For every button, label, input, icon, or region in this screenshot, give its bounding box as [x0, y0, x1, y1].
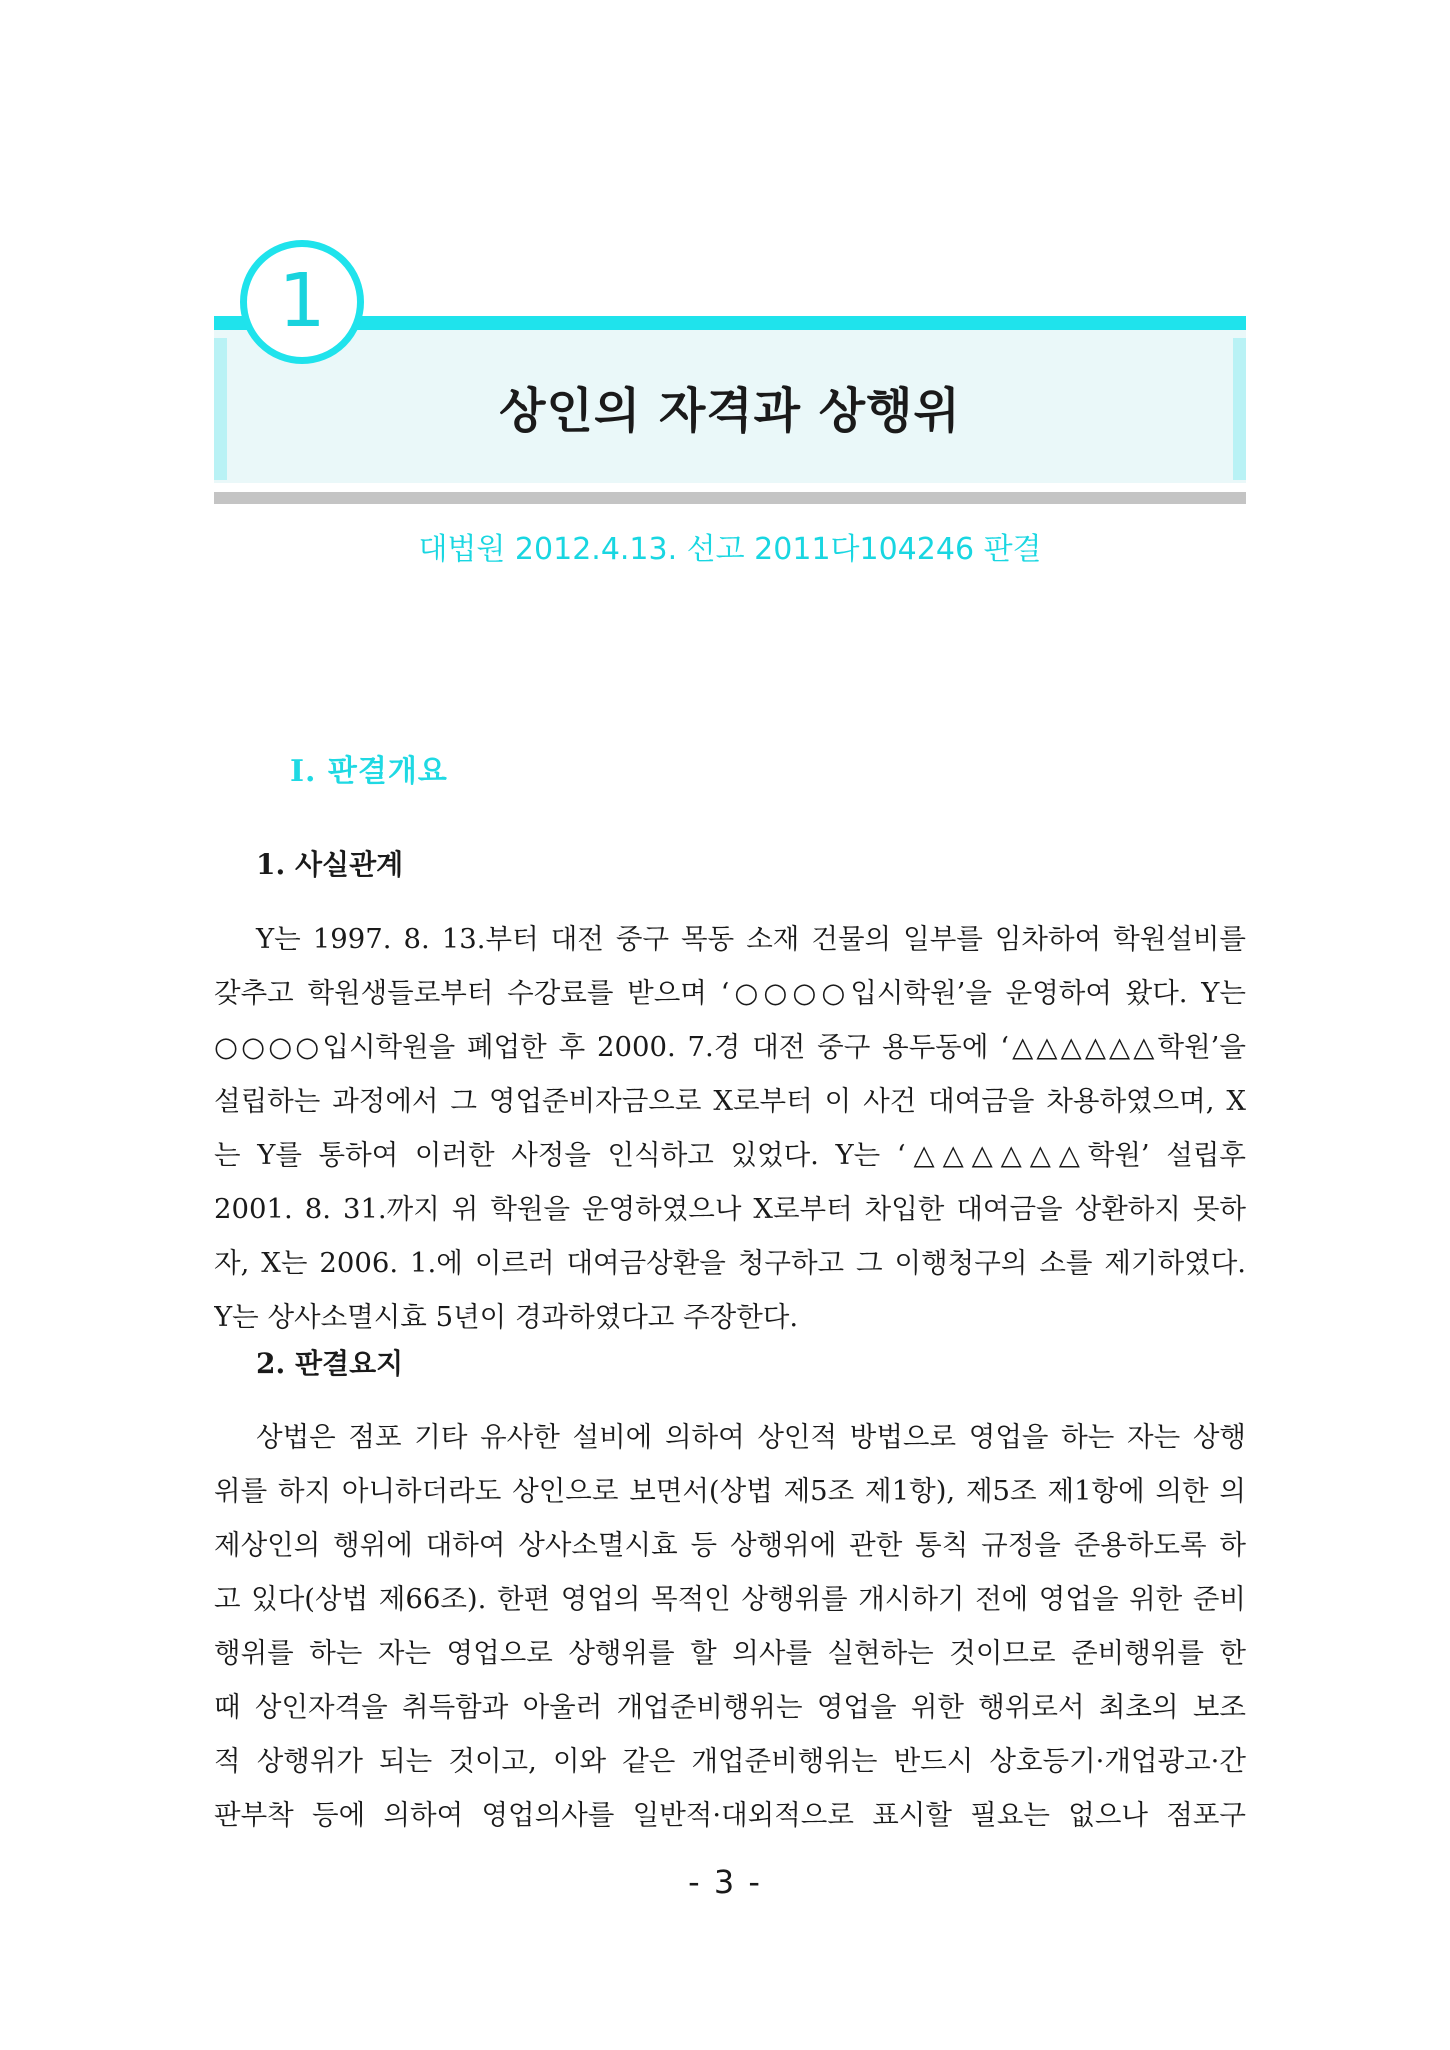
chapter-top-bar	[214, 316, 1246, 330]
paragraph-line: 자, X는 2006. 1.에 이르러 대여금상환을 청구하고 그 이행청구의 소를 제기하였다.	[214, 1247, 1246, 1279]
paragraph-line: 상법은 점포 기타 유사한 설비에 의하여 상인적 방법으로 영업을 하는 자는 상행	[256, 1421, 1246, 1453]
paragraph-line: 적 상행위가 되는 것이고, 이와 같은 개업준비행위는 반드시 상호등기·개업광고·간	[214, 1745, 1246, 1777]
paragraph-line: 제상인의 행위에 대하여 상사소멸시효 등 상행위에 관한 통칙 규정을 준용하도록 하	[214, 1529, 1246, 1561]
subsection-heading-facts: 1. 사실관계	[256, 848, 404, 881]
chapter-bottom-bar	[214, 492, 1246, 504]
case-citation: 대법원 2012.4.13. 선고 2011다104246 판결	[418, 532, 1042, 567]
subsection-heading-holding: 2. 판결요지	[256, 1347, 404, 1380]
paragraph-line: 때 상인자격을 취득함과 아울러 개업준비행위는 영업을 위한 행위로서 최초의 보조	[214, 1691, 1246, 1723]
page-number: - 3 -	[688, 1863, 762, 1901]
paragraph-line: Y는 1997. 8. 13.부터 대전 중구 목동 소재 건물의 일부를 임차하여 학원설비를	[256, 923, 1246, 955]
paragraph-line: 고 있다(상법 제66조). 한편 영업의 목적인 상행위를 개시하기 전에 영업을 위한 준비	[214, 1583, 1246, 1615]
paragraph-line: 2001. 8. 31.까지 위 학원을 운영하였으나 X로부터 차입한 대여금을 상환하지 못하	[214, 1193, 1246, 1225]
section-heading: Ⅰ. 판결개요	[290, 754, 448, 789]
holding-paragraph	[214, 1410, 1246, 1842]
chapter-number-badge	[240, 240, 364, 364]
paragraph-line: 행위를 하는 자는 영업으로 상행위를 할 의사를 실현하는 것이므로 준비행위를 한	[214, 1637, 1246, 1669]
chapter-title: 상인의 자격과 상행위	[499, 383, 961, 439]
facts-paragraph	[214, 912, 1246, 1344]
paragraph-line: ○○○○입시학원을 폐업한 후 2000. 7.경 대전 중구 용두동에 ‘△△△△△△학원’을	[214, 1031, 1246, 1063]
paragraph-line: 판부착 등에 의하여 영업의사를 일반적·대외적으로 표시할 필요는 없으나 점포구	[214, 1799, 1246, 1831]
paragraph-line: 위를 하지 아니하더라도 상인으로 보면서(상법 제5조 제1항), 제5조 제1항에 의한 의	[214, 1475, 1246, 1507]
paragraph-line: 는 Y를 통하여 이러한 사정을 인식하고 있었다. Y는 ‘△△△△△△학원’ 설립후	[214, 1139, 1246, 1171]
paragraph-line: Y는 상사소멸시효 5년이 경과하였다고 주장한다.	[214, 1301, 799, 1333]
chapter-header	[214, 240, 1246, 505]
chapter-number: 1	[278, 258, 326, 344]
paragraph-line: 갖추고 학원생들로부터 수강료를 받으며 ‘○○○○입시학원’을 운영하여 왔다. Y는	[214, 977, 1246, 1009]
paragraph-line: 설립하는 과정에서 그 영업준비자금으로 X로부터 이 사건 대여금을 차용하였으며, X	[214, 1085, 1246, 1117]
